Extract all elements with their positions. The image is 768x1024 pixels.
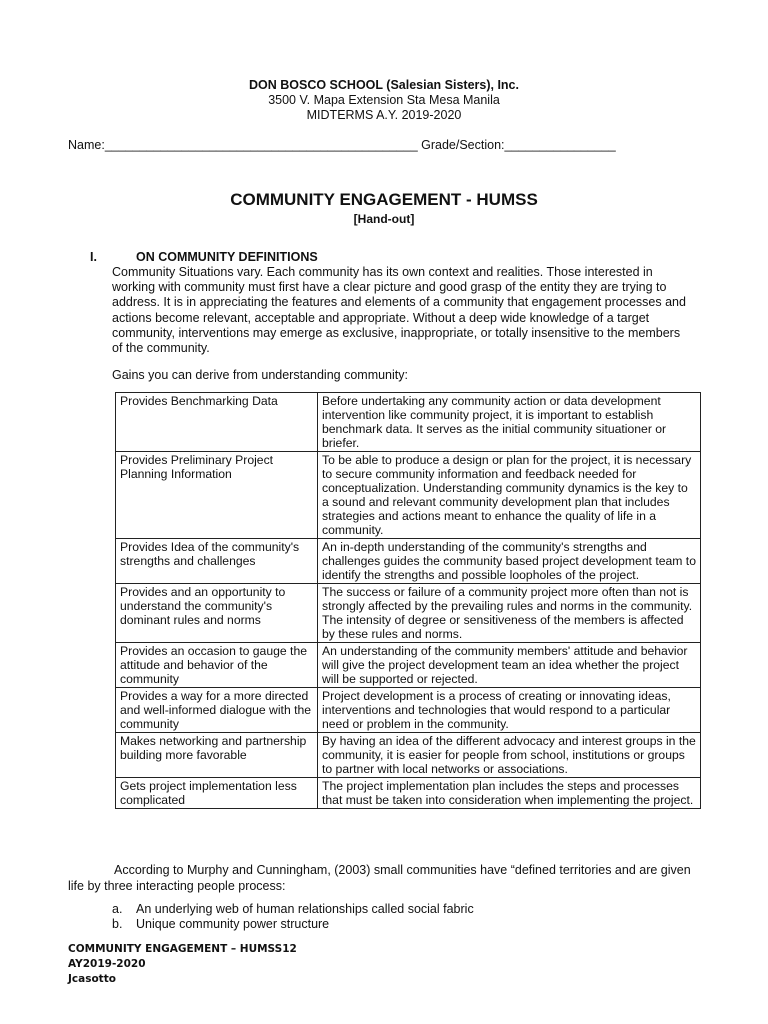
table-row — [116, 643, 701, 688]
table-row — [116, 584, 701, 643]
school-header — [0, 78, 768, 123]
gain-cell: Provides a way for a more directed and well-informed dialogue with the community — [116, 688, 318, 733]
section-number: I. — [90, 250, 97, 264]
gains-table — [115, 392, 701, 809]
gain-cell: Gets project implementation less complicated — [116, 778, 318, 809]
section-heading — [90, 250, 690, 265]
murphy-paragraph — [68, 862, 708, 894]
footer-course: COMMUNITY ENGAGEMENT – HUMSS12 — [68, 943, 297, 955]
gain-cell: Provides Preliminary Project Planning Information — [116, 452, 318, 539]
description-cell: By having an idea of the different advocacy and interest groups in the community, it is easier for people from school, institutions or groups to partner with local networks or associations. — [318, 733, 701, 778]
section-paragraph: Community Situations vary. Each community has its own context and realities. Those interested in working with community must first have a clear picture and good grasp of the entity they are trying to address. It is in appreciating the features and elements of a community that engagement processes and actions become relevant, acceptable and appropriate. Without a deep wide knowledge of a target community, interventions may emerge as exclusive, inappropriate, or totally insensitive to the members of the community. — [112, 265, 686, 356]
table-row — [116, 733, 701, 778]
document-subtitle: [Hand-out] — [353, 212, 415, 226]
list-text: Unique community power structure — [136, 917, 330, 931]
table-row — [116, 778, 701, 809]
list-item — [112, 917, 474, 932]
list-item — [112, 902, 474, 917]
exam-period: MIDTERMS A.Y. 2019-2020 — [306, 108, 462, 122]
process-list — [112, 902, 474, 932]
description-cell: An understanding of the community members' attitude and behavior will give the project development team an idea whether the project will be supported or rejected. — [318, 643, 701, 688]
name-grade-line: Name:_____________________________________________ Grade/Section:________________ — [68, 138, 616, 152]
document-title: COMMUNITY ENGAGEMENT - HUMSS — [230, 190, 538, 209]
description-cell: Project development is a process of creating or innovating ideas, interventions and technologies that would respond to a particular need or problem in the community. — [318, 688, 701, 733]
gain-cell: Makes networking and partnership building more favorable — [116, 733, 318, 778]
table-row — [116, 452, 701, 539]
page-footer — [68, 942, 297, 987]
list-letter: b. — [112, 917, 123, 931]
murphy-text: According to Murphy and Cunningham, (2003) small communities have “defined territories and are given life by three interacting people process: — [68, 863, 691, 893]
description-cell: Before undertaking any community action or data development intervention like community project, it is important to establish benchmark data. It serves as the initial community situationer or briefer. — [318, 393, 701, 452]
footer-author: Jcasotto — [68, 973, 116, 985]
table-row — [116, 539, 701, 584]
gain-cell: Provides Idea of the community's strengths and challenges — [116, 539, 318, 584]
section-heading-text: ON COMMUNITY DEFINITIONS — [136, 250, 318, 264]
table-row — [116, 688, 701, 733]
gain-cell: Provides an occasion to gauge the attitude and behavior of the community — [116, 643, 318, 688]
list-text: An underlying web of human relationships called social fabric — [136, 902, 474, 916]
gain-cell: Provides Benchmarking Data — [116, 393, 318, 452]
description-cell: An in-depth understanding of the community's strengths and challenges guides the community based project development team to identify the strengths and possible loopholes of the project. — [318, 539, 701, 584]
gains-intro: Gains you can derive from understanding community: — [112, 368, 408, 382]
gain-cell: Provides and an opportunity to understand the community's dominant rules and norms — [116, 584, 318, 643]
description-cell: To be able to produce a design or plan for the project, it is necessary to secure community information and feedback needed for conceptualization. Understanding community dynamics is the key to a sound and relevant community development plan that includes strategies and actions meant to enhance the quality of life in a community. — [318, 452, 701, 539]
list-letter: a. — [112, 902, 123, 916]
table-row — [116, 393, 701, 452]
school-address: 3500 V. Mapa Extension Sta Mesa Manila — [268, 93, 500, 107]
description-cell: The project implementation plan includes the steps and processes that must be taken into consideration when implementing the project. — [318, 778, 701, 809]
footer-year: AY2019-2020 — [68, 958, 146, 970]
description-cell: The success or failure of a community project more often than not is strongly affected by the prevailing rules and norms in the community. The intensity of degree or sensitiveness of the members is affected by these rules and norms. — [318, 584, 701, 643]
school-name: DON BOSCO SCHOOL (Salesian Sisters), Inc. — [249, 78, 519, 92]
section-community-definitions — [90, 250, 690, 356]
